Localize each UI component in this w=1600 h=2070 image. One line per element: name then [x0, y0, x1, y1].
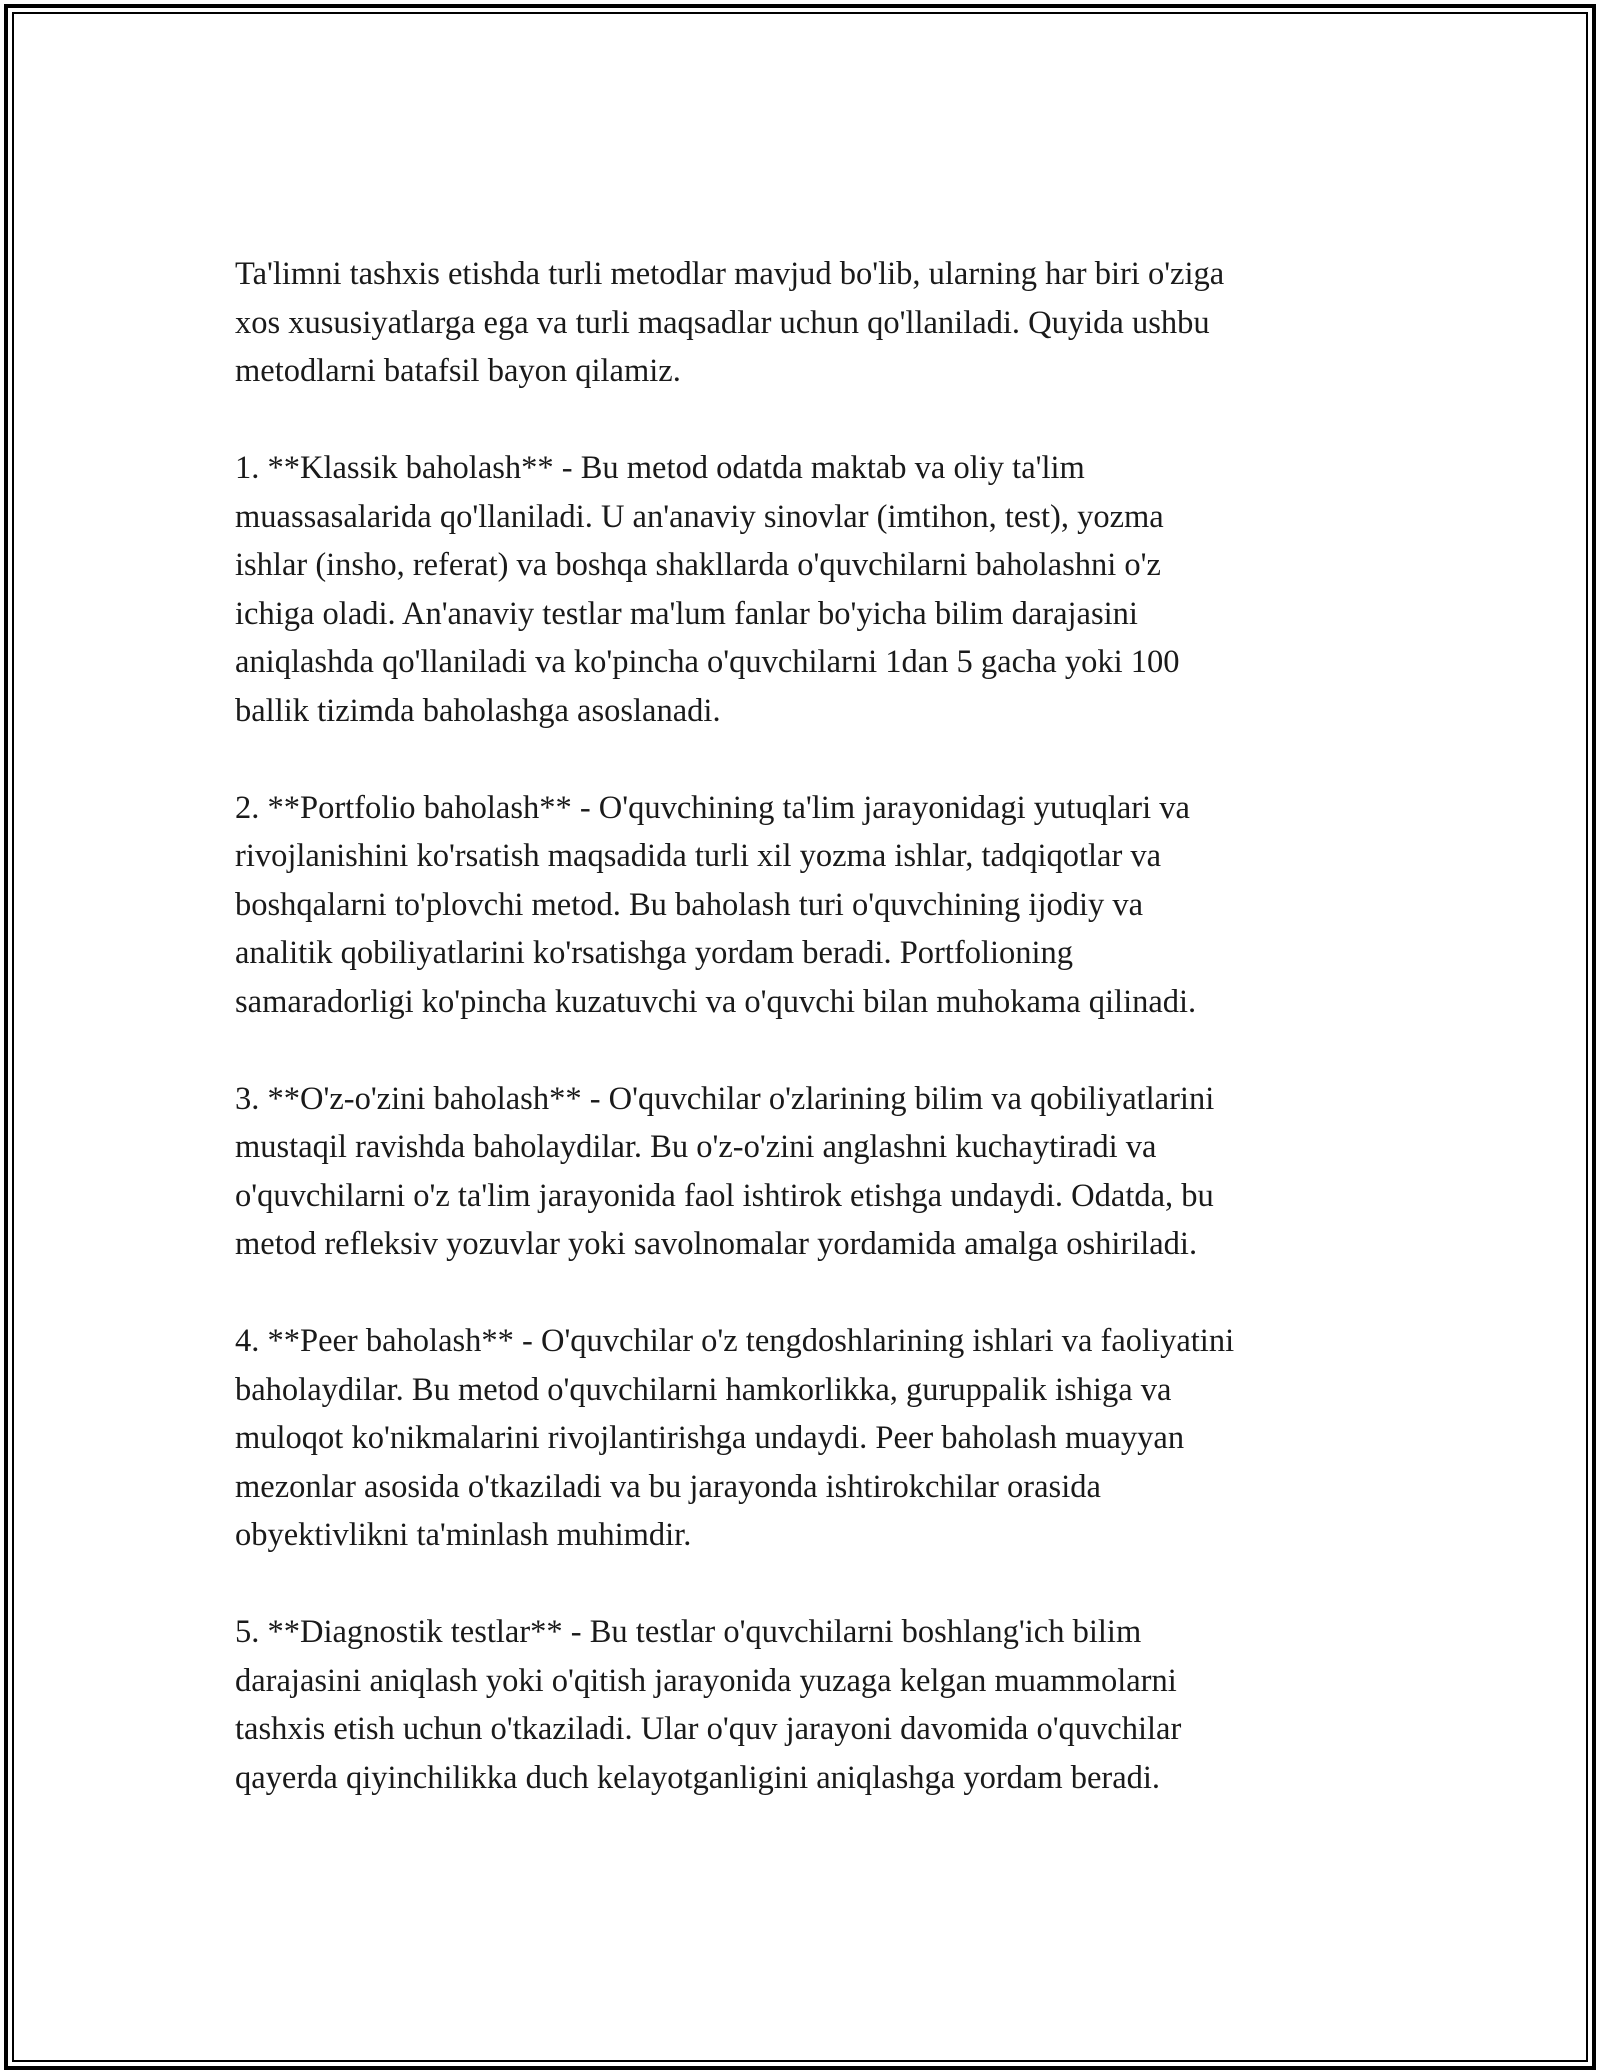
text-line: analitik qobiliyatlarini ko'rsatishga yordam beradi. Portfolioning [235, 935, 1074, 971]
method-paragraph-portfolio [235, 784, 1385, 1027]
text-line: xos xususiyatlarga ega va turli maqsadlar uchun qo'llaniladi. Quyida ushbu [235, 304, 1210, 341]
text-line: darajasini aniqlash yoki o'qitish jarayonida yuzaga kelgan muammolarni [235, 1662, 1177, 1699]
text-line: muassasalarida qo'llaniladi. U an'anaviy sinovlar (imtihon, test), yozma [235, 498, 1164, 535]
text-line: 2. **Portfolio baholash** - O'quvchining ta'lim jarayonidagi yutuqlari va [235, 789, 1190, 826]
text-line: metodlarni batafsil bayon qilamiz. [235, 353, 681, 389]
text-line: boshqalarni to'plovchi metod. Bu baholash turi o'quvchining ijodiy va [235, 886, 1144, 923]
text-line: rivojlanishini ko'rsatish maqsadida turli xil yozma ishlar, tadqiqotlar va [235, 838, 1162, 874]
method-paragraph-peer [235, 1317, 1385, 1560]
text-line: metod refleksiv yozuvlar yoki savolnomalar yordamida amalga oshiriladi. [235, 1226, 1198, 1262]
text-line: tashxis etish uchun o'tkaziladi. Ular o'quv jarayoni davomida o'quvchilar [235, 1711, 1182, 1747]
text-line: 1. **Klassik baholash** - Bu metod odatda maktab va oliy ta'lim [235, 450, 1085, 486]
text-line: Ta'limni tashxis etishda turli metodlar mavjud bo'lib, ularning har biri o'ziga [235, 256, 1225, 292]
text-line: mezonlar asosida o'tkaziladi va bu jarayonda ishtirokchilar orasida [235, 1468, 1101, 1505]
text-line: o'quvchilarni o'z ta'lim jarayonida faol ishtirok etishga undaydi. Odatda, bu [235, 1177, 1214, 1214]
text-line: qayerda qiyinchilikka duch kelayotganligini aniqlashga yordam beradi. [235, 1759, 1161, 1796]
text-line: baholaydilar. Bu metod o'quvchilarni hamkorlikka, guruppalik ishiga va [235, 1371, 1172, 1408]
text-line: obyektivlikni ta'minlash muhimdir. [235, 1517, 692, 1553]
text-line: ishlar (insho, referat) va boshqa shakllarda o'quvchilarni baholashni o'z [235, 547, 1161, 583]
text-line: muloqot ko'nikmalarini rivojlantirishga undaydi. Peer baholash muayyan [235, 1420, 1185, 1456]
document-body [235, 250, 1385, 1802]
text-line: 3. **O'z-o'zini baholash** - O'quvchilar o'zlarining bilim va qobiliyatlarini [235, 1080, 1215, 1117]
text-line: samaradorligi ko'pincha kuzatuvchi va o'quvchi bilan muhokama qilinadi. [235, 983, 1197, 1020]
text-line: 5. **Diagnostik testlar** - Bu testlar o'quvchilarni boshlang'ich bilim [235, 1614, 1142, 1650]
method-paragraph-self-assessment [235, 1075, 1385, 1269]
method-paragraph-classic [235, 444, 1385, 735]
text-line: mustaqil ravishda baholaydilar. Bu o'z-o'zini anglashni kuchaytiradi va [235, 1129, 1157, 1165]
text-line: 4. **Peer baholash** - O'quvchilar o'z tengdoshlarining ishlari va faoliyatini [235, 1323, 1235, 1359]
text-line: ballik tizimda baholashga asoslanadi. [235, 692, 721, 729]
text-line: ichiga oladi. An'anaviy testlar ma'lum fanlar bo'yicha bilim darajasini [235, 595, 1138, 632]
intro-paragraph [235, 250, 1385, 396]
text-line: aniqlashda qo'llaniladi va ko'pincha o'quvchilarni 1dan 5 gacha yoki 100 [235, 644, 1180, 680]
method-paragraph-diagnostic [235, 1608, 1385, 1802]
